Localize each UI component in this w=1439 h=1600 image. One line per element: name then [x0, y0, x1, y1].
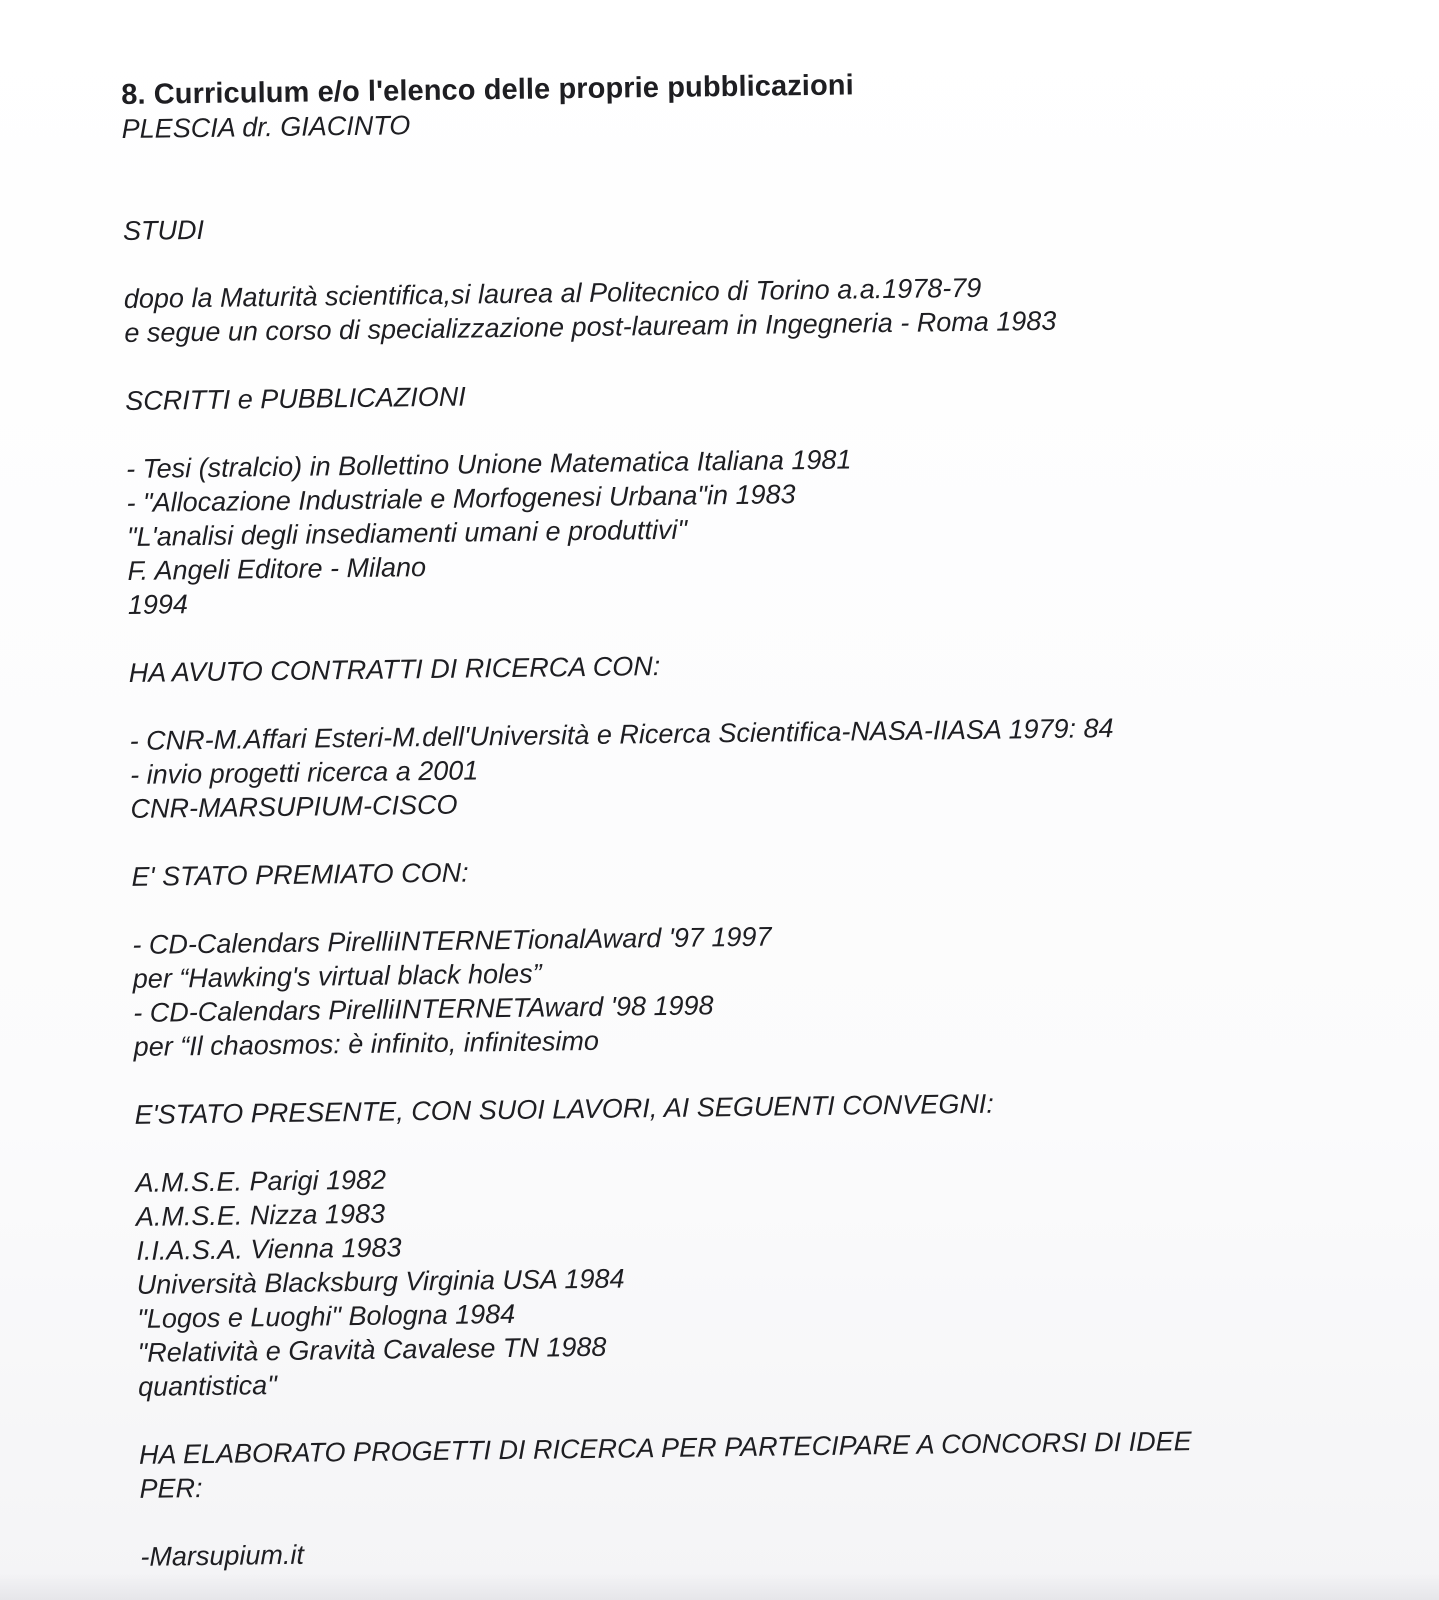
section-heading: E'STATO PRESENTE, CON SUOI LAVORI, AI SEGUENTI CONVEGNI:	[134, 1088, 995, 1130]
section-line: per “Hawking's virtual black holes”	[132, 958, 542, 994]
document-subtitle: PLESCIA dr. GIACINTO	[121, 110, 411, 144]
section-line: "L'analisi degli insediamenti umani e produttivi"	[126, 514, 688, 552]
section-line: - "Allocazione Industriale e Morfogenesi Urbana"in 1983	[126, 479, 796, 518]
section-line: 1994	[127, 589, 189, 620]
section-line: - CD-Calendars PirelliINTERNETAward '98 1998	[133, 990, 714, 1028]
section-line: CNR-MARSUPIUM-CISCO	[130, 789, 458, 824]
page-bottom-edge	[0, 1572, 1439, 1600]
document-title: 8. Curriculum e/o l'elenco delle proprie pubblicazioni	[121, 69, 854, 111]
section-line: I.I.A.S.A. Vienna 1983	[136, 1232, 402, 1266]
section-line: A.M.S.E. Nizza 1983	[135, 1198, 386, 1232]
section-scritti-pubblicazioni	[125, 368, 1348, 622]
section-line: A.M.S.E. Parigi 1982	[135, 1164, 387, 1198]
section-heading: STUDI	[122, 214, 205, 246]
section-line: -Marsupium.it	[140, 1539, 305, 1572]
section-line: quantistica"	[137, 1370, 277, 1402]
section-heading: HA AVUTO CONTRATTI DI RICERCA CON:	[128, 650, 661, 688]
section-studi	[123, 198, 1345, 350]
section-line: Università Blacksburg Virginia USA 1984	[136, 1263, 625, 1300]
section-line: - Tesi (stralcio) in Bollettino Unione Matematica Italiana 1981	[125, 444, 852, 484]
section-line: - invio progetti ricerca a 2001	[129, 755, 479, 790]
section-line: "Logos e Luoghi" Bologna 1984	[137, 1298, 516, 1334]
section-line: e segue un corso di specializzazione post-lauream in Ingegneria - Roma 1983	[124, 305, 1057, 348]
section-line: F. Angeli Editore - Milano	[127, 552, 427, 586]
document-body	[121, 62, 1360, 1574]
section-heading: HA ELABORATO PROGETTI DI RICERCA PER PARTECIPARE A CONCORSI DI IDEE	[138, 1426, 1192, 1470]
section-heading: SCRITTI e PUBBLICAZIONI	[125, 381, 466, 416]
section-contratti-ricerca	[129, 640, 1351, 826]
section-line: - CNR-M.Affari Esteri-M.dell'Università e Ricerca Scientifica-NASA-IIASA 1979: 84	[129, 713, 1114, 756]
section-convegni	[134, 1082, 1358, 1404]
section-progetti-ricerca	[139, 1422, 1361, 1574]
section-line: "Relatività e Gravità Cavalese TN 1988	[137, 1331, 607, 1368]
section-heading-continued: PER:	[139, 1473, 203, 1504]
section-premi	[131, 844, 1354, 1064]
section-line: per “Il chaosmos: è infinito, infinitesimo	[133, 1025, 600, 1062]
section-heading: E' STATO PREMIATO CON:	[131, 857, 469, 892]
section-line: dopo la Maturità scientifica,si laurea al Politecnico di Torino a.a.1978-79	[123, 272, 982, 314]
section-line: - CD-Calendars PirelliINTERNETionalAward '97 1997	[132, 921, 772, 960]
